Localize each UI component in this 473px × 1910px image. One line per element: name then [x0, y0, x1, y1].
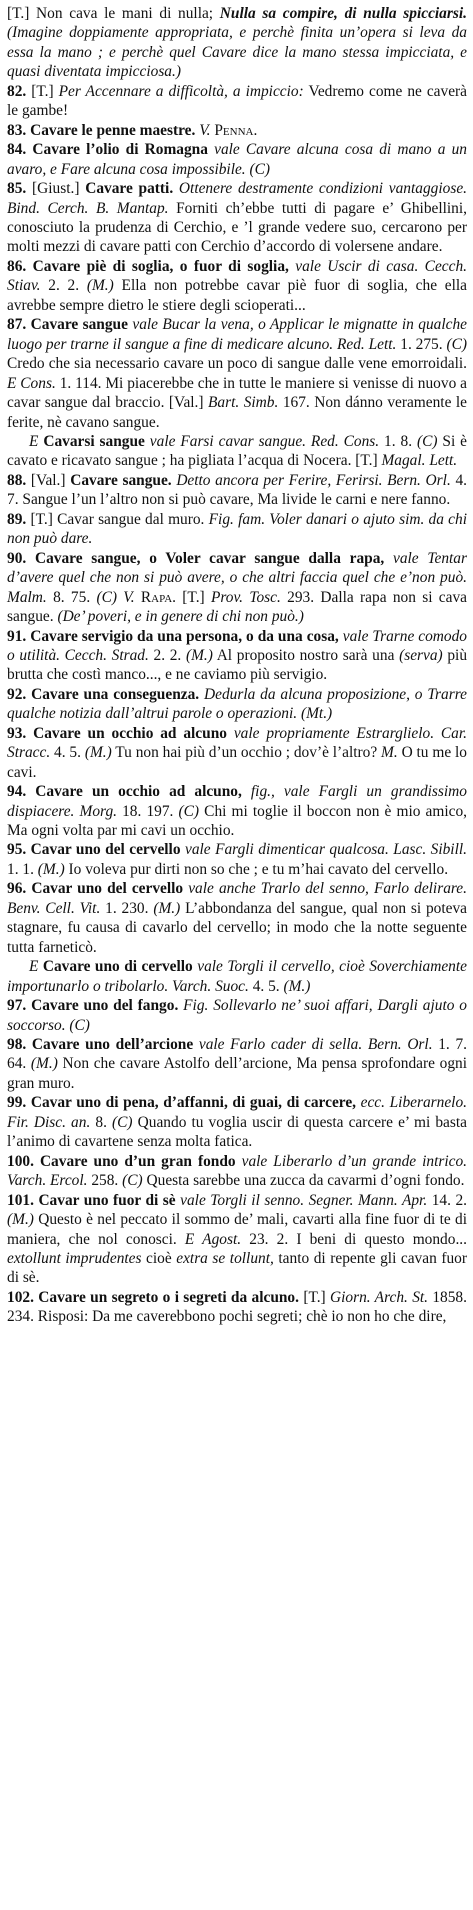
entry-text-run: 2. 2.: [148, 646, 186, 664]
entry-text-run: vale Tentar d’avere quel che non si può avere, o che altri faccia quel che e’non può. Malm.: [7, 549, 467, 606]
dictionary-entry: [7, 685, 467, 724]
entry-text-run: vale Cavare alcuna cosa di mano a un avaro, e Fare alcuna cosa impossibile.: [7, 141, 467, 178]
entry-headword: Cavare sangue.: [70, 471, 172, 489]
entry-text-run: [T.]: [176, 588, 211, 606]
entry-text-run: [T.]: [298, 1288, 330, 1306]
entry-text-run: vale Torgli il cervello, cioè Soverchiamente importunarlo o tribolarlo. Varch. Suoc.: [7, 958, 467, 995]
entry-text-run: fig., vale Fargli un grandissimo dispiacere. Morg.: [7, 783, 467, 820]
entry-text-run: Ella non potrebbe cavar piè fuor di soglia, che ella avrebbe sempre dietro le stiere degli scioperati...: [7, 277, 467, 314]
entry-text-run: 14. 2.: [427, 1191, 467, 1209]
entry-text-run: vale Fargli dimenticar qualcosa. Lasc. Sibill.: [184, 841, 467, 859]
entry-text-run: vale Torgli il senno. Segner. Mann. Apr.: [180, 1191, 428, 1209]
entry-headword: 83. Cavare le penne maestre.: [7, 121, 196, 139]
entry-text-run: Io voleva pur dirti non so che ; e tu m’hai cavato del cervello.: [64, 860, 449, 878]
entry-text-run: 1. 114. Mi piacerebbe che in tutte le maniere si venisse di nuovo a cavar sangue dal braccio. [Val.]: [7, 374, 467, 412]
entry-text-run: (M.): [283, 977, 311, 995]
entry-text-run: 1. 7. 64.: [7, 1036, 468, 1073]
entry-text-run: (M.): [153, 899, 181, 917]
dictionary-entry: [7, 121, 467, 140]
entry-text-run: Penna.: [214, 121, 258, 139]
entry-headword: 84. Cavare l’olio di Romagna: [7, 141, 208, 159]
entry-text-run: E: [29, 432, 39, 450]
entry-text-run: (De’ poveri, e in genere di chi non può.): [57, 608, 304, 626]
entry-text-run: (M.): [7, 1211, 34, 1229]
entry-text-run: (C): [122, 1172, 143, 1190]
dictionary-entry: [7, 1093, 467, 1151]
entry-text-run: 293. Dalla rapa non si cava sangue.: [7, 588, 467, 626]
entry-text-run: M.: [381, 744, 398, 762]
entry-text-run: tanto di repente gli cavan fuor di sè.: [7, 1250, 467, 1287]
entry-text-run: (M.): [185, 646, 213, 664]
entry-text-run: Rapa.: [140, 588, 176, 606]
entry-text-run: 23. 2. I beni di questo mondo...: [241, 1230, 467, 1248]
entry-text-run: Al proposito nostro sarà una: [212, 646, 400, 664]
entry-text-run: vale anche Trarlo del senno, Farlo delirare. Benv. Cell. Vit.: [7, 880, 467, 917]
entry-text-run: vale Uscir di casa. Cecch. Stiav.: [7, 257, 467, 295]
entry-headword: 98. Cavare uno dell’arcione: [7, 1036, 194, 1054]
entry-text-run: (serva): [399, 646, 443, 664]
entry-headword: 101. Cavar uno fuor di sè: [7, 1191, 176, 1209]
entry-text-run: E Agost.: [184, 1230, 242, 1248]
entry-text-run: vale Farsi cavar sangue. Red. Cons.: [149, 432, 380, 450]
entry-text-run: Vedremo come ne caverà le gambe!: [7, 82, 467, 120]
entry-text-run: [T.] Cavar sangue dal muro.: [26, 510, 209, 528]
entry-text-run: 4. 5.: [50, 744, 85, 762]
dictionary-entry: [7, 179, 467, 257]
entry-headword: Cavare patti.: [85, 180, 174, 198]
dictionary-entry: [7, 510, 467, 549]
entry-text-run: (M.): [37, 860, 65, 878]
entry-text-run: E Cons.: [7, 374, 56, 392]
entry-text-run: Per Accennare a difficoltà, a impiccio:: [58, 82, 304, 100]
entry-headword: 86.: [7, 257, 27, 275]
entry-text-run: 258.: [87, 1172, 123, 1190]
entry-headword: 92. Cavare una conseguenza.: [7, 685, 200, 703]
entry-headword: 93. Cavare un occhio ad alcuno: [7, 724, 227, 742]
entry-text-run: (C): [249, 160, 271, 178]
entry-text-run: [T.] Non cava le mani di nulla;: [7, 5, 220, 22]
entry-text-run: 8. 75.: [46, 588, 97, 606]
entry-text-run: (C) V.: [96, 588, 135, 606]
entry-text-run: Fig. fam. Voler danari o ajuto sim. da chi non può dare.: [7, 510, 467, 548]
entry-text-run: V.: [199, 121, 211, 139]
entry-text-run: vale Liberarlo d’un grande intrico. Varch. Ercol.: [7, 1152, 468, 1190]
entry-text-run: [220, 5, 467, 22]
dictionary-entry: [7, 996, 467, 1035]
entry-headword: 96. Cavar uno del cervello: [7, 880, 184, 898]
entry-text-run: vale propriamente Estrarglielo. Car. Stracc.: [7, 724, 467, 762]
dictionary-entry: [7, 782, 467, 840]
entry-text-run: [227, 725, 234, 742]
entry-headword: 88.: [7, 471, 27, 489]
entry-text-run: (M.): [86, 277, 114, 295]
entry-text-run: 167. Non dánno veramente le ferite, nè cavano sangue.: [7, 394, 468, 431]
entry-text-run: Credo che sia necessario cavare un poco di sangue dalle vene emorroidali.: [7, 355, 467, 373]
entry-text-run: 1. 8.: [379, 432, 417, 450]
dictionary-entry: [7, 549, 467, 627]
entry-text-run: vale Trarne comodo o utilità. Cecch. Strad.: [7, 627, 467, 664]
dictionary-entry: [7, 1191, 467, 1288]
entry-text-run: 8.: [90, 1113, 113, 1131]
entry-text-run: vale Farlo cader di sella. Bern. Orl.: [198, 1036, 433, 1054]
dictionary-entry: [7, 879, 467, 957]
entry-headword: 91. Cavare servigio da una persona, o da una cosa,: [7, 627, 339, 645]
entry-text-run: (M.): [84, 744, 112, 762]
entry-text-run: Tu non hai più d’un occhio ; dov’è l’altro?: [111, 744, 382, 762]
entry-headword: 90. Cavare sangue, o Voler cavar sangue dalla rapa,: [7, 549, 385, 567]
entry-text-run: O tu me lo cavi.: [7, 744, 467, 781]
entry-text-run: Ottenere destramente condizioni vantaggiose. Bind. Cerch. B. Mantap.: [7, 180, 468, 217]
entry-headword: Cavare piè di soglia, o fuor di soglia,: [32, 257, 289, 275]
dictionary-entry: [7, 82, 467, 121]
entry-headword: 85.: [7, 180, 27, 198]
entry-text-run: [Val.]: [26, 471, 71, 489]
dictionary-entry: [7, 315, 467, 432]
entry-text-run: (Imagine doppiamente appropriata, e perchè finita un’opera si leva da essa la mano ; e perchè quel Cavare dice la mano stessa impicciata, e quasi diventata impicciosa.): [7, 24, 467, 81]
entry-text-run: extollunt imprudentes: [7, 1250, 142, 1267]
entry-text-run: più brutta che costì manco..., e ne caviamo più servigio.: [7, 646, 468, 684]
entry-headword: 100. Cavare uno d’un gran fondo: [7, 1152, 236, 1170]
dictionary-entry: [7, 140, 467, 179]
entry-headword: 94. Cavare un occhio ad alcuno,: [7, 783, 242, 801]
entry-headword: 99. Cavar uno di pena, d’affanni, di guai, di carcere,: [7, 1094, 357, 1112]
entry-text-run: Dedurla da alcuna proposizione, o Trarre qualche notizia dall’altrui parole o operazioni. (Mt.): [7, 685, 467, 723]
entry-text-run: Giorn. Arch. St.: [330, 1288, 429, 1306]
entry-text-run: 1. 275.: [396, 335, 447, 353]
entry-text-run: cioè: [141, 1250, 177, 1267]
entry-text-run: [242, 783, 251, 800]
entry-text-run: Si è cavato e ricavato sangue ; ha pigliata l’acqua di Nocera. [T.]: [7, 432, 467, 470]
dictionary-entry: [7, 1288, 467, 1327]
entry-text-run: Questo è nel peccato il sommo de’ mali, cavarti alla fine fuor di te di maniera, che nol conosci.: [7, 1211, 467, 1248]
dictionary-entry: [7, 1035, 467, 1093]
entry-headword: Cavarsi sangue: [43, 432, 145, 450]
entry-text-run: 4. 5.: [248, 977, 284, 995]
entry-text-run: Bart. Simb.: [208, 394, 279, 412]
entry-text-run: ecc. Liberarnelo. Fir. Disc. an.: [7, 1094, 467, 1131]
entry-headword: 82.: [7, 82, 27, 100]
entry-text-run: [T.]: [26, 82, 59, 100]
dictionary-entry: [7, 840, 467, 879]
entry-text-run: (M.): [30, 1055, 58, 1073]
entry-text-run: (C): [178, 802, 200, 820]
entry-headword: Cavare uno di cervello: [42, 958, 193, 976]
entry-text-run: [384, 550, 393, 567]
dictionary-entry: [7, 724, 467, 782]
entry-text-run: Nulla sa compire, di nulla spicciarsi.: [219, 5, 467, 22]
dictionary-entry: [7, 4, 467, 82]
entry-text-run: L’abbondanza del sangue, qual non si poteva stagnare, fu causa di cavarlo del cervello; in modo che la notte seguente tutta farneticò.: [7, 899, 467, 956]
entry-headword: 97. Cavare uno del fango.: [7, 997, 179, 1015]
entry-text-run: Questa sarebbe una zucca da cavarmi d’ogni fondo.: [142, 1172, 465, 1190]
entry-headword: 89.: [7, 510, 27, 528]
entry-headword: 95. Cavar uno del cervello: [7, 841, 181, 859]
entry-text-run: 4. 7. Sangue l’un l’altro non si può cavare, Ma livide le carni e nere fanno.: [7, 471, 468, 509]
dictionary-entry: [7, 257, 467, 315]
entry-text-run: (C): [112, 1113, 133, 1131]
entry-text-run: 18. 197.: [116, 802, 179, 820]
dictionary-entry: [7, 1152, 467, 1191]
entry-text-run: Non che cavare Astolfo dell’arcione, Ma pensa sprofondare ogni gran muro.: [7, 1055, 467, 1092]
entry-text-run: Detto ancora per Ferire, Ferirsi. Bern. Orl.: [176, 471, 451, 489]
dictionary-entry: [7, 627, 467, 685]
entry-text-run: Chi mi toglie il boccon non è mio amico, Ma ogni volta par mi cavi un occhio.: [7, 802, 467, 840]
entry-text-run: E: [29, 958, 39, 976]
dictionary-entry: [7, 957, 467, 996]
entry-text-run: 1. 1.: [7, 860, 38, 878]
dictionary-entry: [7, 432, 467, 471]
entry-text-run: Prov. Tosc.: [210, 588, 281, 606]
entry-text-run: 2. 2.: [40, 277, 87, 295]
entry-text-run: (C): [446, 335, 467, 353]
entry-text-run: (C): [416, 432, 438, 450]
entry-text-run: Magal. Lett.: [381, 452, 458, 470]
entry-text-run: vale Bucar la vena, o Applicar le mignatte in qualche luogo per trarne il sangue a fine di medicare alcuno. Red. Lett.: [7, 316, 467, 353]
entry-text-run: 1858. 234. Risposi: Da me caverebbono pochi segreti; chè io non ho che dire,: [7, 1288, 467, 1326]
entry-text-run: extra se tollunt,: [176, 1250, 274, 1267]
entry-text-run: 1. 230.: [100, 899, 154, 917]
entry-text-run: Forniti ch’ebbe tutti di pagare e’ Ghibellini, conosciuto la prudenza di Cerchio, e ’l grande vedere suo, cercarono per molti mezzi di cavare patti con Cerchio d’accordo di volersene andare.: [7, 199, 467, 256]
entry-text-run: Fig. Sollevarlo ne’ suoi affari, Dargli ajuto o soccorso. (C): [7, 997, 467, 1034]
entry-headword: 87. Cavare sangue: [7, 316, 128, 334]
entry-text-run: Quando tu voglia uscir di questa carcere e’ mi basta l’animo di cavartene senza molta fatica.: [7, 1113, 467, 1151]
dictionary-entry: [7, 471, 467, 510]
entry-headword: 102. Cavare un segreto o i segreti da alcuno.: [7, 1288, 299, 1306]
entry-text-run: [Giust.]: [26, 180, 86, 198]
